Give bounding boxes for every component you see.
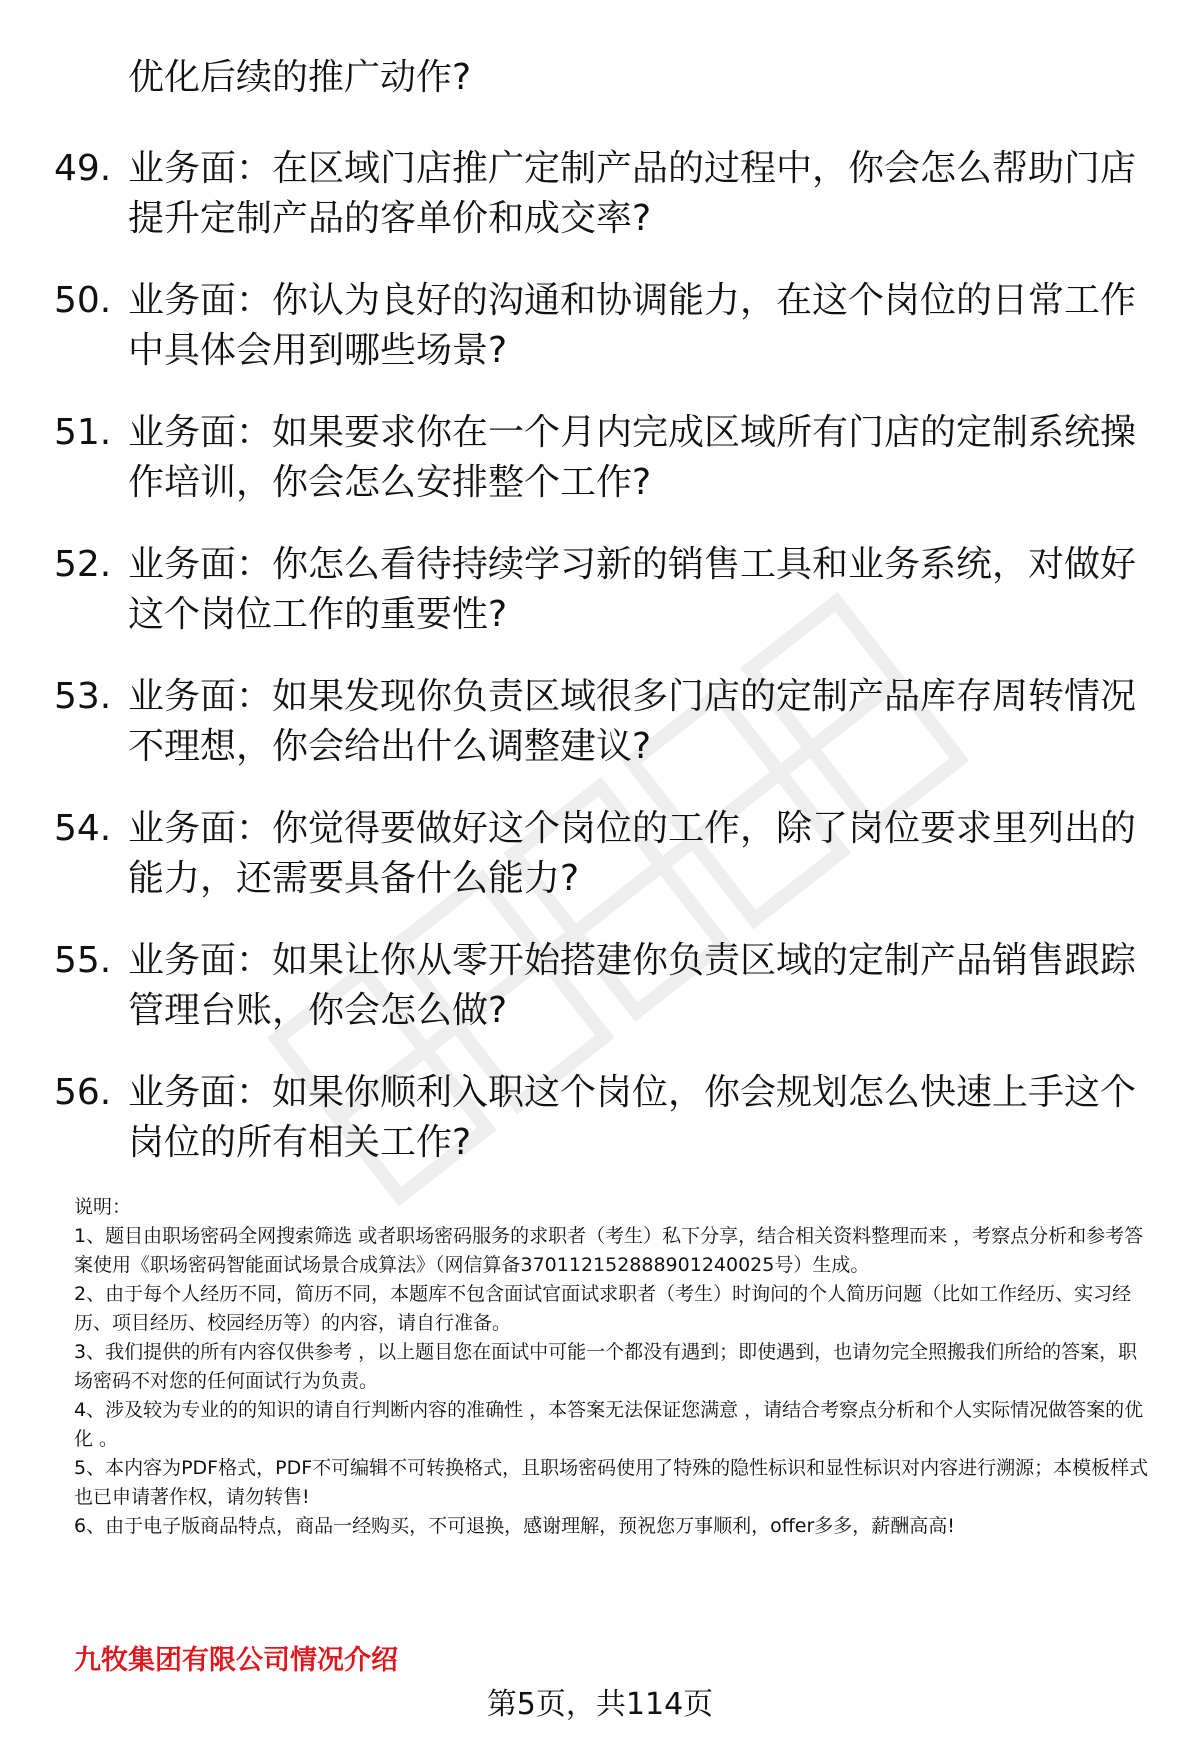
question-number: 50.	[54, 280, 112, 321]
question-text: 业务面：在区域门店推广定制产品的过程中，你会怎么帮助门店提升定制产品的客单价和成交率?	[128, 148, 1137, 239]
question-item	[0, 408, 1200, 540]
question-item	[0, 276, 1200, 408]
question-item	[0, 672, 1200, 804]
question-text: 业务面：你怎么看待持续学习新的销售工具和业务系统，对做好这个岗位工作的重要性?	[128, 544, 1137, 635]
question-number: 55.	[54, 940, 112, 981]
question-text: 业务面：如果让你从零开始搭建你负责区域的定制产品销售跟踪管理台账，你会怎么做?	[128, 940, 1137, 1031]
question-number: 56.	[54, 1072, 112, 1113]
disclaimer-notes	[74, 1193, 1154, 1541]
note-item: 4、涉及较为专业的的知识的请自行判断内容的准确性 ，本答案无法保证您满意 ，请结合考察点分析和个人实际情况做答案的优化 。	[74, 1399, 1144, 1450]
question-text: 业务面：如果发现你负责区域很多门店的定制产品库存周转情况不理想，你会给出什么调整建议?	[128, 676, 1137, 767]
note-item: 5、本内容为PDF格式，PDF不可编辑不可转换格式，且职场密码使用了特殊的隐性标识和显性标识对内容进行溯源；本模板样式也已申请著作权，请勿转售!	[74, 1457, 1149, 1508]
question-list	[0, 144, 1200, 1200]
question-item	[0, 936, 1200, 1068]
question-number: 51.	[54, 412, 112, 453]
question-item	[0, 540, 1200, 672]
question-item	[0, 1068, 1200, 1200]
question-number: 53.	[54, 676, 112, 717]
question-text: 业务面：如果要求你在一个月内完成区域所有门店的定制系统操作培训，你会怎么安排整个工作?	[128, 412, 1137, 503]
question-text: 业务面：如果你顺利入职这个岗位，你会规划怎么快速上手这个岗位的所有相关工作?	[128, 1072, 1137, 1163]
note-item: 2、由于每个人经历不同，简历不同，本题库不包含面试官面试求职者（考生）时询问的个人简历问题（比如工作经历、实习经历、项目经历、校园经历等）的内容，请自行准备。	[74, 1283, 1132, 1334]
continued-question-text: 优化后续的推广动作?	[128, 57, 472, 98]
question-number: 49.	[54, 148, 112, 189]
question-text: 业务面：你认为良好的沟通和协调能力，在这个岗位的日常工作中具体会用到哪些场景?	[128, 280, 1137, 371]
notes-heading: 说明：	[74, 1196, 132, 1218]
note-item: 1、题目由职场密码全网搜索筛选 或者职场密码服务的求职者（考生）私下分享，结合相关资料整理而来 ，考察点分析和参考答案使用《职场密码智能面试场景合成算法》（网信算备370112152888901240025号）生成。	[74, 1225, 1144, 1276]
company-intro-link[interactable]: 九牧集团有限公司情况介绍	[74, 1645, 398, 1676]
question-item	[0, 804, 1200, 936]
question-item	[0, 144, 1200, 276]
note-item: 3、我们提供的所有内容仅供参考 ，以上题目您在面试中可能一个都没有遇到；即使遇到，也请勿完全照搬我们所给的答案，职场密码不对您的任何面试行为负责。	[74, 1341, 1138, 1392]
note-item: 6、由于电子版商品特点，商品一经购买，不可退换，感谢理解，预祝您万事顺利，offer多多，薪酬高高!	[74, 1515, 955, 1537]
question-number: 52.	[54, 544, 112, 585]
question-number: 54.	[54, 808, 112, 849]
page-number: 第5页，共114页	[486, 1687, 714, 1722]
question-text: 业务面：你觉得要做好这个岗位的工作，除了岗位要求里列出的能力，还需要具备什么能力?	[128, 808, 1137, 899]
